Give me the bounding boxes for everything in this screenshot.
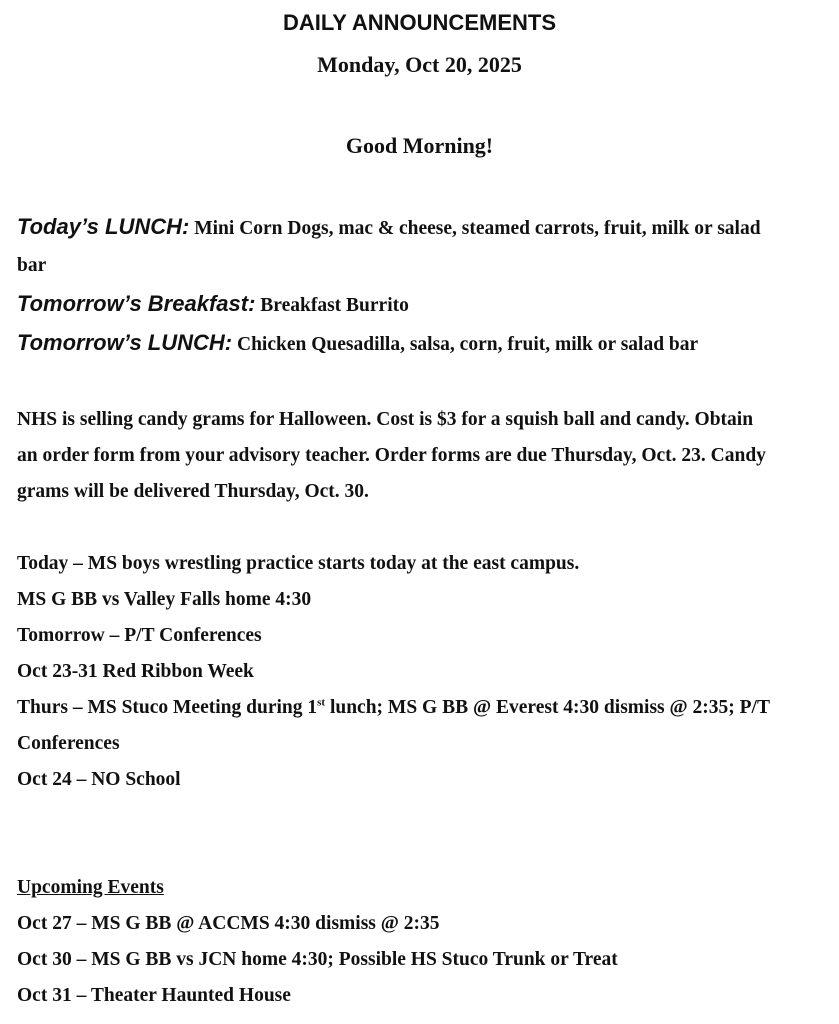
today-lunch: [17, 208, 761, 247]
upcoming-heading: Upcoming Events: [17, 877, 164, 898]
event-item: Oct 27 – MS G BB @ ACCMS 4:30 dismiss @ 2:35: [17, 913, 440, 934]
schedule-item: [17, 690, 770, 726]
menu-text: Chicken Quesadilla, salsa, corn, fruit, milk or salad bar: [237, 333, 699, 355]
text-line: NHS is selling candy grams for Halloween. Cost is $3 for a squish ball and candy. Obtain: [17, 409, 754, 430]
text-line: grams will be delivered Thursday, Oct. 30.: [17, 481, 369, 502]
menu-label: Tomorrow’s Breakfast:: [17, 291, 256, 316]
tomorrow-breakfast: [17, 285, 761, 324]
document-title: DAILY ANNOUNCEMENTS: [283, 10, 556, 35]
text: Thurs – MS Stuco Meeting during 1: [17, 697, 318, 718]
schedule-item: Oct 23-31 Red Ribbon Week: [17, 661, 254, 682]
text: lunch; MS G BB @ Everest 4:30 dismiss @ 2:35; P/T: [325, 697, 770, 718]
schedule-item-wrap: Conferences: [17, 733, 120, 754]
menu-text: Breakfast Burrito: [260, 295, 409, 316]
text-line: an order form from your advisory teacher. Order forms are due Thursday, Oct. 23. Candy: [17, 445, 766, 466]
event-item: Oct 30 – MS G BB vs JCN home 4:30; Possible HS Stuco Trunk or Treat: [17, 949, 618, 970]
schedule: [17, 546, 770, 798]
greeting: Good Morning!: [345, 133, 494, 158]
schedule-item: Today – MS boys wrestling practice starts today at the east campus.: [17, 553, 580, 574]
event-item: Oct 31 – Theater Haunted House: [17, 985, 291, 1006]
menu-label: Today’s LUNCH:: [17, 214, 190, 239]
document-date: Monday, Oct 20, 2025: [317, 52, 522, 77]
schedule-item: MS G BB vs Valley Falls home 4:30: [17, 589, 312, 610]
superscript: st: [317, 696, 326, 709]
today-lunch-wrap: bar: [17, 254, 47, 276]
menu-section: [17, 208, 761, 362]
nhs-announcement: [17, 402, 766, 510]
menu-label: Tomorrow’s LUNCH:: [17, 329, 233, 355]
tomorrow-lunch: [17, 324, 761, 363]
menu-text: Mini Corn Dogs, mac & cheese, steamed carrots, fruit, milk or salad: [194, 218, 761, 239]
upcoming-events: [17, 870, 618, 1014]
schedule-item: Tomorrow – P/T Conferences: [17, 625, 262, 646]
schedule-item: Oct 24 – NO School: [17, 769, 181, 790]
